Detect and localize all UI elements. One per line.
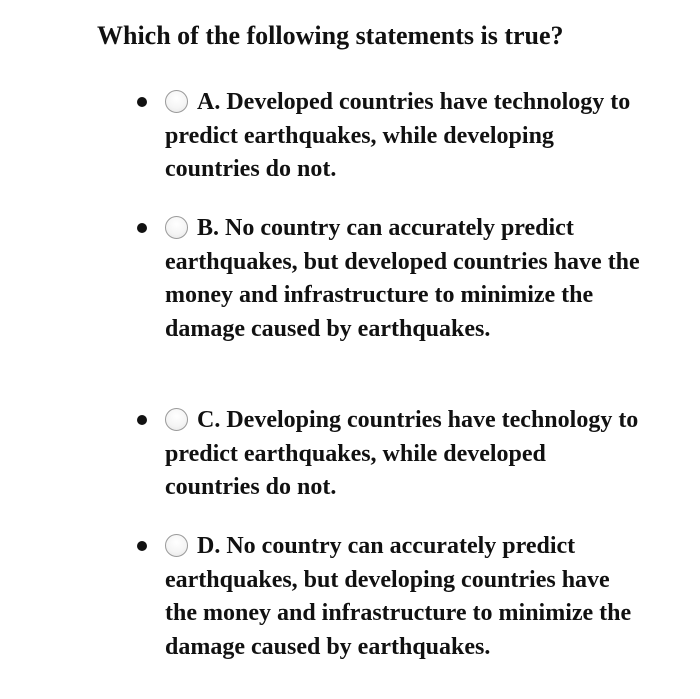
radio-button-icon[interactable] (165, 90, 188, 113)
bullet-icon (137, 541, 147, 551)
option-d[interactable] (165, 530, 645, 664)
radio-button-icon[interactable] (165, 408, 188, 431)
question-text: Which of the following statements is true? (97, 21, 564, 50)
option-b-text: B. No country can accurately predict earthquakes, but developed countries have the money and infrastructure to minimize the damage caused by earthquakes. (165, 215, 640, 342)
option-a-text: A. Developed countries have technology to predict earthquakes, while developing countries do not. (165, 89, 631, 183)
radio-button-icon[interactable] (165, 534, 188, 557)
radio-button-icon[interactable] (165, 216, 188, 239)
option-a[interactable] (165, 86, 645, 187)
bullet-icon (137, 97, 147, 107)
bullet-icon (137, 415, 147, 425)
option-b[interactable] (165, 212, 645, 346)
option-d-text: D. No country can accurately predict earthquakes, but developing countries have the money and infrastructure to minimize the damage caused by earthquakes. (165, 533, 632, 660)
bullet-icon (137, 223, 147, 233)
option-c[interactable] (165, 404, 645, 505)
option-c-text: C. Developing countries have technology to predict earthquakes, while developed countries do not. (165, 407, 639, 501)
